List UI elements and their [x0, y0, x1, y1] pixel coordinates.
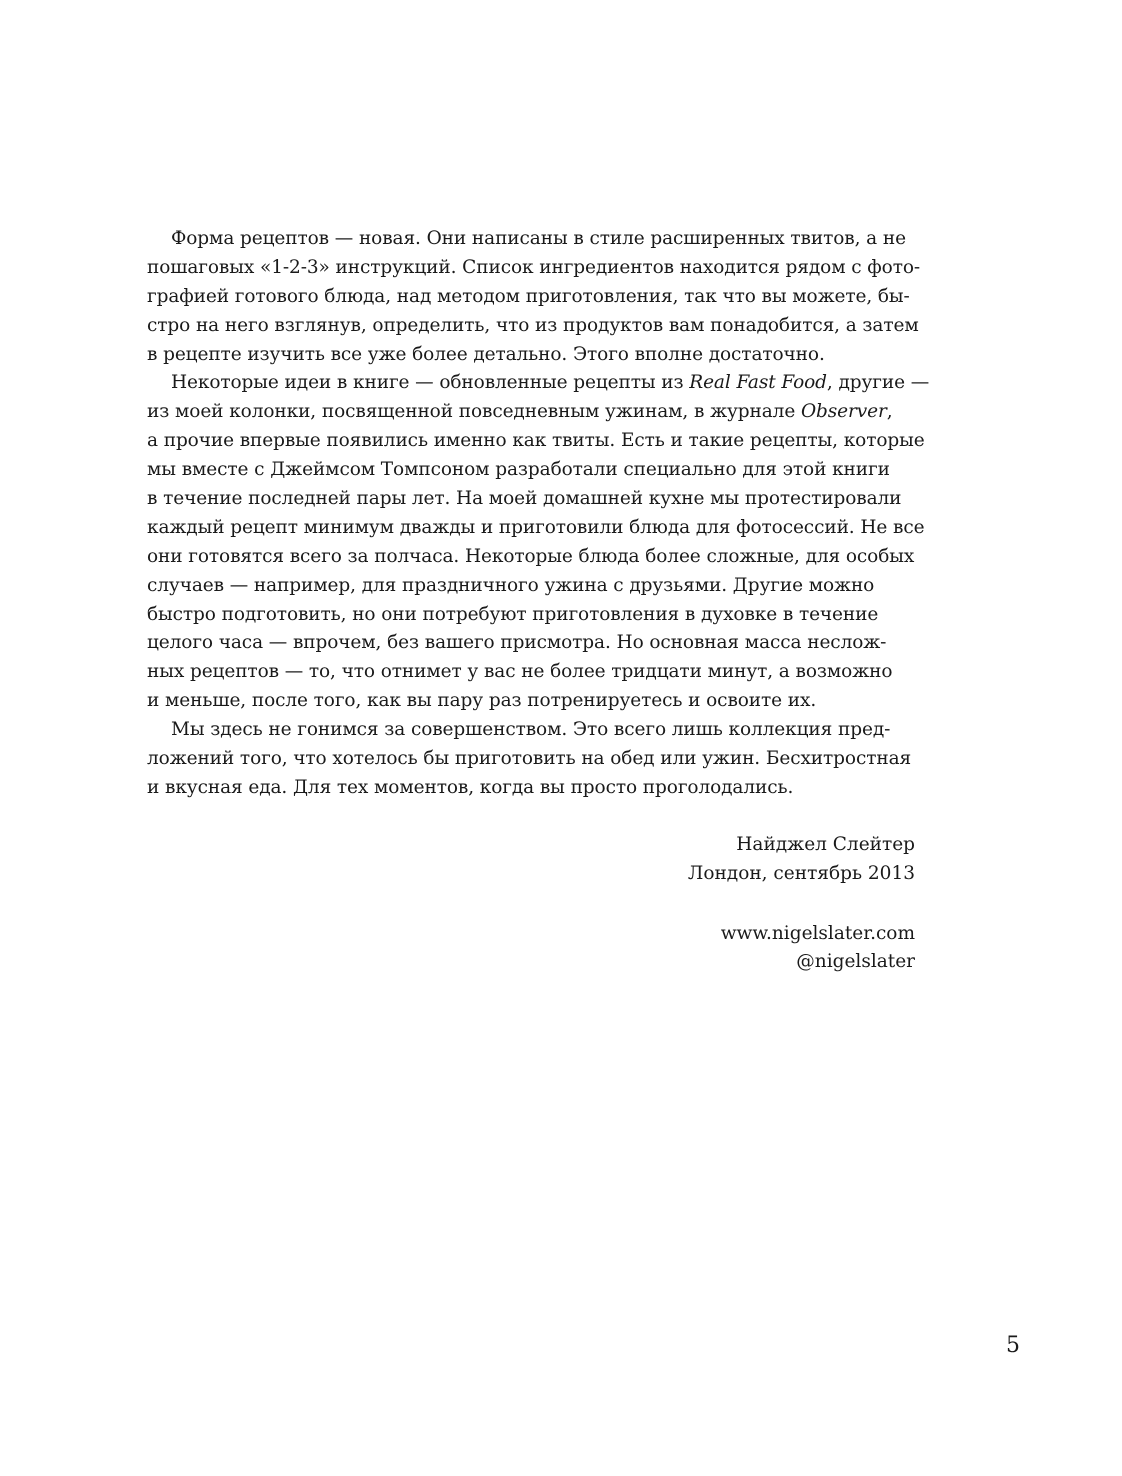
contacts-block: [721, 920, 915, 976]
text-run: из моей колонки, посвященной повседневным ужинам, в журнале: [147, 401, 801, 423]
text-line: [147, 716, 915, 745]
text-line: [147, 774, 915, 803]
author-name: Найджел Слейтер: [736, 834, 915, 855]
text-line: [147, 369, 930, 398]
text-run: мы вместе с Джеймсом Томпсоном разработали специально для этой книги: [147, 459, 890, 481]
paragraph: [147, 225, 921, 369]
text-line: [147, 398, 915, 427]
text-run: они готовятся всего за полчаса. Некоторые блюда более сложные, для особых: [147, 545, 915, 567]
italic-title: Real Fast Food: [689, 372, 827, 394]
text-line: [147, 225, 915, 254]
paragraph: [147, 369, 930, 716]
text-run: ,: [886, 401, 893, 423]
text-line: [147, 456, 915, 485]
text-run: в рецепте изучить все уже более детально. Этого вполне достаточно.: [147, 343, 825, 365]
text-run: и вкусная еда. Для тех моментов, когда вы просто проголодались.: [147, 776, 794, 798]
text-line: [147, 254, 921, 283]
text-run: быстро подготовить, но они потребуют приготовления в духовке в течение: [147, 603, 879, 625]
text-line: [147, 601, 915, 630]
text-line: [147, 283, 915, 312]
text-line: [147, 687, 915, 716]
text-line: [147, 629, 915, 658]
page-number: 5: [1006, 1333, 1020, 1358]
signature-block: [688, 830, 915, 888]
text-run: пошаговых «1-2-3» инструкций. Список ингредиентов находится рядом с фото-: [147, 256, 921, 278]
paragraph: [147, 716, 915, 803]
text-run: графией готового блюда, над методом приготовления, так что вы можете, бы-: [147, 285, 910, 307]
text-run: ных рецептов — то, что отнимет у вас не более тридцати минут, а возможно: [147, 661, 893, 683]
text-line: [147, 658, 915, 687]
text-run: а прочие впервые появились именно как твиты. Есть и такие рецепты, которые: [147, 430, 925, 452]
website-link[interactable]: www.nigelslater.com: [720, 923, 915, 944]
text-run: Форма рецептов — новая. Они написаны в стиле расширенных твитов, а не: [171, 228, 906, 249]
text-line: [147, 745, 915, 774]
text-run: Некоторые идеи в книге — обновленные рецепты из: [171, 372, 690, 394]
text-run: стро на него взглянув, определить, что из продуктов вам понадобится, а затем: [147, 314, 919, 336]
twitter-handle[interactable]: @nigelslater: [796, 951, 915, 972]
text-line: [147, 514, 925, 543]
text-run: целого часа — впрочем, без вашего присмотра. Но основная масса неслож-: [147, 632, 887, 654]
text-run: ложений того, что хотелось бы приготовить на обед или ужин. Бесхитростная: [147, 748, 912, 770]
body-text: [147, 225, 930, 803]
text-line: [147, 572, 915, 601]
text-run: , другие —: [826, 372, 930, 394]
place-and-date: Лондон, сентябрь 2013: [687, 863, 915, 884]
text-line: [147, 427, 925, 456]
text-line: [147, 312, 919, 341]
text-run: в течение последней пары лет. На моей домашней кухне мы протестировали: [147, 488, 902, 510]
text-line: [147, 485, 915, 514]
text-run: Мы здесь не гонимся за совершенством. Это всего лишь коллекция пред-: [171, 719, 891, 741]
text-run: каждый рецепт минимум дважды и приготовили блюда для фотосессий. Не все: [147, 516, 925, 538]
text-run: и меньше, после того, как вы пару раз потренируетесь и освоите их.: [147, 690, 817, 712]
italic-title: Observer: [800, 401, 887, 423]
text-line: [147, 543, 915, 572]
text-line: [147, 341, 915, 370]
text-run: случаев — например, для праздничного ужина с друзьями. Другие можно: [147, 574, 875, 596]
